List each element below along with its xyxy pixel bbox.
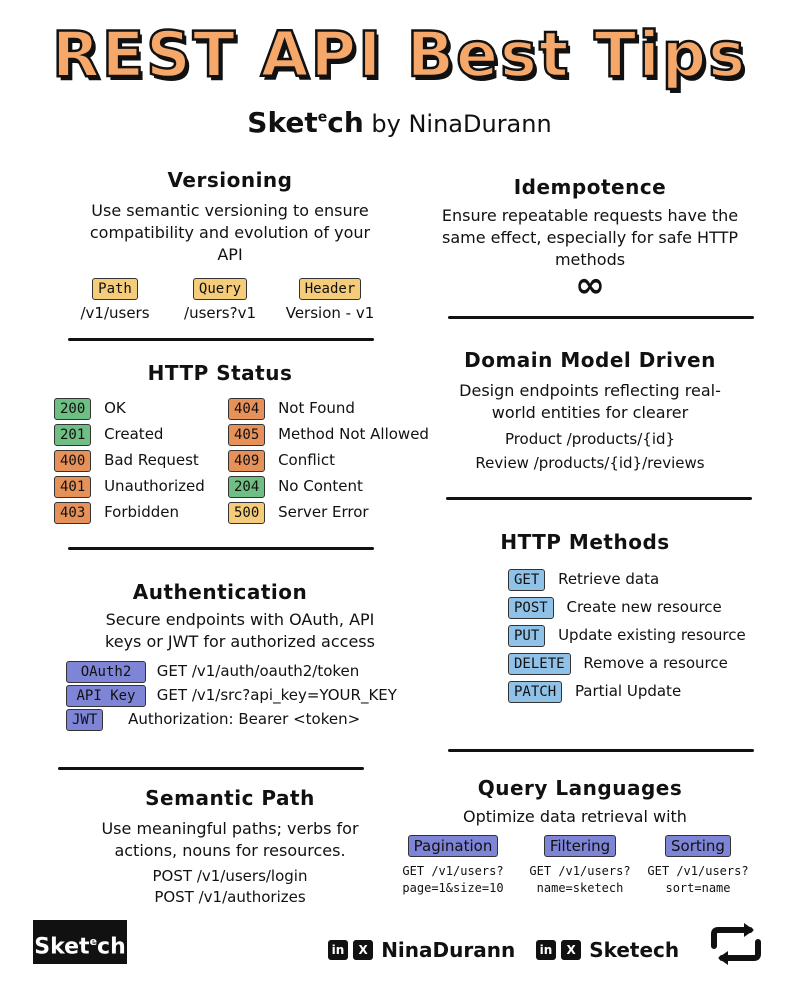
linkedin-icon: in xyxy=(328,940,348,960)
auth-text: GET /v1/auth/oauth2/token xyxy=(156,662,360,680)
http-status-left-list xyxy=(54,398,224,528)
method-row xyxy=(508,653,788,681)
status-code-badge: 401 xyxy=(54,476,91,498)
authentication-description: Secure endpoints with OAuth, API keys or JWT for authorized access xyxy=(105,610,375,651)
status-text: Not Found xyxy=(278,399,355,417)
semantic-example: POST /v1/authorizes xyxy=(154,888,306,906)
byline xyxy=(0,106,799,139)
auth-badge: OAuth2 xyxy=(66,661,146,683)
divider xyxy=(68,547,374,550)
query-badge: Filtering xyxy=(544,835,616,857)
status-row xyxy=(228,398,448,424)
status-code-badge: 404 xyxy=(228,398,265,420)
status-code-badge: 500 xyxy=(228,502,265,524)
versioning-example: /v1/users xyxy=(80,304,150,322)
auth-text: GET /v1/src?api_key=YOUR_KEY xyxy=(156,686,397,704)
versioning-example: /users?v1 xyxy=(184,304,256,322)
status-code-badge: 403 xyxy=(54,502,91,524)
versioning-description: Use semantic versioning to ensure compatibility and evolution of your API xyxy=(89,201,371,264)
method-badge: POST xyxy=(508,597,554,619)
status-text: Server Error xyxy=(278,503,369,521)
method-text: Partial Update xyxy=(574,682,682,700)
status-code-badge: 400 xyxy=(54,450,91,472)
footer-social-brand[interactable] xyxy=(536,938,679,962)
divider xyxy=(446,497,752,500)
versioning-item-query xyxy=(170,278,270,322)
versioning-item-path xyxy=(70,278,160,322)
query-badge: Pagination xyxy=(408,835,499,857)
semantic-path-description: Use meaningful paths; verbs for actions, nouns for resources. xyxy=(101,819,359,860)
status-code-badge: 409 xyxy=(228,450,265,472)
status-code-badge: 201 xyxy=(54,424,91,446)
divider xyxy=(58,767,364,770)
semantic-path-examples xyxy=(80,866,380,908)
status-text: Created xyxy=(104,425,164,443)
status-row xyxy=(228,476,448,502)
status-row xyxy=(54,476,224,502)
idempotence-title: Idempotence xyxy=(513,175,667,199)
status-text: Forbidden xyxy=(104,503,179,521)
divider xyxy=(448,316,754,319)
method-badge: DELETE xyxy=(508,653,571,675)
status-text: Conflict xyxy=(278,451,335,469)
method-row xyxy=(508,681,788,709)
semantic-path-title: Semantic Path xyxy=(145,786,315,810)
method-text: Create new resource xyxy=(566,598,722,616)
versioning-item-header xyxy=(270,278,390,322)
domain-model-description: Design endpoints reflecting real-world entities for clearer xyxy=(459,381,721,422)
semantic-example: POST /v1/users/login xyxy=(152,867,308,885)
domain-example: Review /products/{id}/reviews xyxy=(475,454,705,472)
status-row xyxy=(228,502,448,528)
footer-social-author-name: NinaDurann xyxy=(381,938,516,962)
status-row xyxy=(54,398,224,424)
idempotence-description: Ensure repeatable requests have the same effect, especially for safe HTTP methods xyxy=(441,206,739,269)
versioning-tag: Path xyxy=(92,278,138,300)
method-row xyxy=(508,597,788,625)
status-row xyxy=(54,450,224,476)
status-row xyxy=(54,424,224,450)
auth-badge: API Key xyxy=(66,685,146,707)
auth-row xyxy=(66,709,406,733)
query-item-sorting xyxy=(640,835,756,897)
auth-badge: JWT xyxy=(66,709,103,731)
infinity-icon: ∞ xyxy=(575,265,605,306)
http-methods-list xyxy=(508,569,788,709)
status-text: No Content xyxy=(278,477,363,495)
domain-model-title: Domain Model Driven xyxy=(464,348,716,372)
method-text: Remove a resource xyxy=(583,654,728,672)
status-row xyxy=(228,424,448,450)
query-item-pagination xyxy=(388,835,518,897)
method-row xyxy=(508,625,788,653)
query-item-filtering xyxy=(522,835,638,897)
auth-text: Authorization: Bearer <token> xyxy=(128,710,361,728)
page-title: REST API Best Tips xyxy=(52,18,747,91)
method-badge: GET xyxy=(508,569,545,591)
footer-logo: Sket$^e$ch xyxy=(33,920,127,964)
auth-row xyxy=(66,685,406,709)
status-code-badge: 405 xyxy=(228,424,265,446)
x-icon: X xyxy=(561,940,581,960)
status-text: Bad Request xyxy=(104,451,199,469)
versioning-title: Versioning xyxy=(167,168,293,192)
query-example: GET /v1/users? sort=name xyxy=(647,864,749,895)
status-text: OK xyxy=(104,399,126,417)
versioning-example: Version - v1 xyxy=(285,304,375,322)
http-methods-title: HTTP Methods xyxy=(500,530,670,554)
divider xyxy=(68,338,374,341)
query-example: GET /v1/users? page=1&size=10 xyxy=(402,864,504,895)
query-example: GET /v1/users? name=sketech xyxy=(529,864,631,895)
status-code-badge: 200 xyxy=(54,398,91,420)
versioning-tag: Query xyxy=(193,278,247,300)
query-languages-title: Query Languages xyxy=(477,776,683,800)
method-text: Retrieve data xyxy=(558,570,660,588)
method-badge: PUT xyxy=(508,625,545,647)
brand-name: Sket$^e$ch xyxy=(247,106,364,139)
status-text: Unauthorized xyxy=(104,477,205,495)
method-row xyxy=(508,569,788,597)
query-badge: Sorting xyxy=(665,835,731,857)
authentication-title: Authentication xyxy=(132,580,308,604)
status-row xyxy=(228,450,448,476)
query-languages-description: Optimize data retrieval with xyxy=(463,807,687,826)
method-badge: PATCH xyxy=(508,681,562,703)
status-code-badge: 204 xyxy=(228,476,265,498)
domain-example: Product /products/{id} xyxy=(504,430,676,448)
status-row xyxy=(54,502,224,528)
http-status-title: HTTP Status xyxy=(147,361,293,385)
domain-model-examples xyxy=(440,427,740,475)
http-status-right-list xyxy=(228,398,448,528)
status-text: Method Not Allowed xyxy=(278,425,429,443)
repost-icon[interactable] xyxy=(706,922,766,966)
linkedin-icon: in xyxy=(536,940,556,960)
authentication-list xyxy=(66,661,406,733)
auth-row xyxy=(66,661,406,685)
versioning-tag: Header xyxy=(299,278,362,300)
divider xyxy=(448,749,754,752)
x-icon: X xyxy=(353,940,373,960)
byline-author: by NinaDurann xyxy=(371,110,552,138)
method-text: Update existing resource xyxy=(558,626,746,644)
footer-social-brand-name: Sketech xyxy=(589,938,680,962)
footer-social-author[interactable] xyxy=(328,938,515,962)
